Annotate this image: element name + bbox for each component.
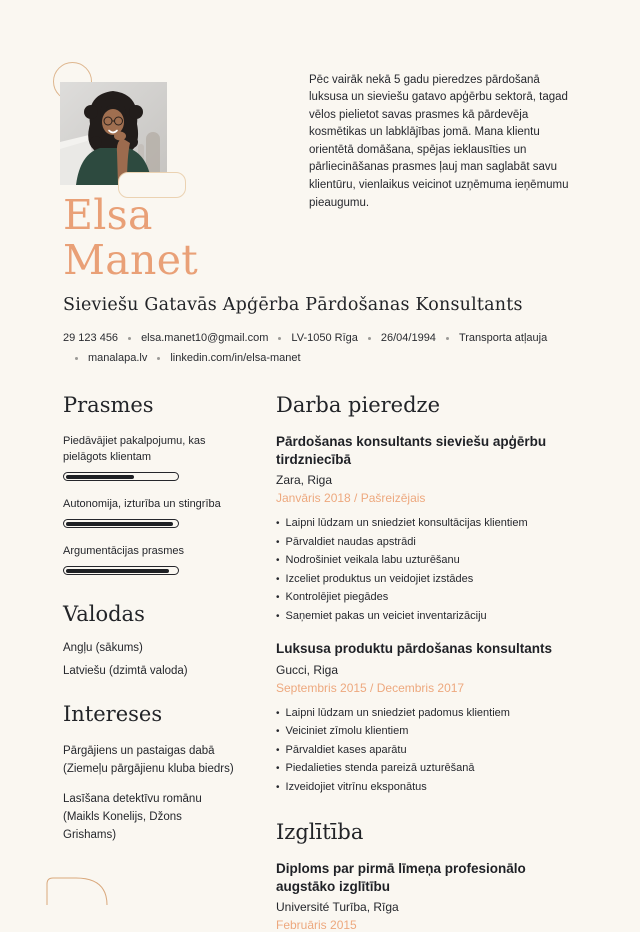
headline-job-title: Sieviešu Gatavās Apģērba Pārdošanas Konsultants — [63, 295, 523, 315]
decor-bottom-outline — [46, 877, 108, 905]
education-org: Université Turība, Rīga — [276, 900, 399, 914]
experience-heading: Darba pieredze — [276, 393, 441, 417]
skill-item — [63, 433, 240, 481]
job-bullet: • Pārvaldiet kases aparātu — [276, 742, 585, 760]
skill-label: Argumentācijas prasmes — [63, 545, 185, 557]
skill-bar — [63, 472, 179, 481]
job-bullet: • Nodrošiniet veikala labu uzturēšanu — [276, 552, 585, 570]
language-item: Angļu (sākums) — [63, 642, 143, 654]
right-column — [276, 393, 585, 932]
job-bullet: • Piedalieties stenda pareizā uzturēšanā — [276, 760, 585, 778]
job-entry-title: Luksusa produktu pārdošanas konsultants — [276, 641, 553, 656]
contact-license: Transporta atļauja — [458, 332, 548, 344]
contact-birthdate: 26/04/1994 — [380, 332, 436, 344]
interests-heading: Intereses — [63, 702, 163, 726]
left-column — [63, 393, 240, 932]
skill-bar-fill — [66, 522, 174, 526]
skill-bar-fill — [66, 475, 135, 479]
job-bullet: • Izveidojiet vitrīnu eksponātus — [276, 779, 585, 797]
skill-bar — [63, 519, 179, 528]
job-entry — [276, 433, 585, 625]
education-heading: Izglītība — [276, 820, 364, 844]
job-dates: Septembris 2015 / Decembris 2017 — [276, 680, 465, 695]
job-bullet-list — [276, 705, 585, 797]
contact-row-1 — [63, 332, 585, 344]
dot-separator-icon — [446, 337, 449, 340]
skill-label: Piedāvājiet pakalpojumu, kas pielāgots klientam — [63, 435, 206, 463]
interest-item: Pārgājiens un pastaigas dabā (Ziemeļu pārgājienu kluba biedrs) — [63, 745, 234, 775]
skills-heading: Prasmes — [63, 393, 154, 417]
job-bullet: • Izceliet produktus un veidojiet izstādes — [276, 571, 585, 589]
job-dates: Janvāris 2018 / Pašreizējais — [276, 491, 426, 505]
contact-location: LV-1050 Rīga — [291, 332, 358, 344]
job-org: Gucci, Riga — [276, 662, 339, 677]
contact-phone: 29 123 456 — [63, 332, 119, 344]
job-entry-title: Pārdošanas konsultants sieviešu apģērbu tirdzniecībā — [276, 434, 547, 467]
dot-separator-icon — [157, 357, 160, 360]
job-bullet: • Saņemiet pakas un veiciet inventarizāciju — [276, 608, 585, 626]
last-name: Manet — [63, 236, 199, 284]
skill-bar — [63, 566, 179, 575]
skill-item — [63, 496, 240, 528]
contact-email[interactable]: elsa.manet10@gmail.com — [141, 332, 269, 344]
job-bullet: • Kontrolējiet piegādes — [276, 589, 585, 607]
skill-bar-fill — [66, 569, 169, 573]
job-bullet: • Veiciniet zīmolu klientiem — [276, 723, 585, 741]
skill-item — [63, 543, 240, 575]
education-title: Diploms par pirmā līmeņa profesionālo augstāko izglītību — [276, 861, 526, 894]
profile-summary: Pēc vairāk nekā 5 gadu pieredzes pārdošanā luksusa un sieviešu gatavo apģērbu sektorā, tagad vēlos pielietot savas prasmes kā pārdevēja kosmētikas un labklājības jomā. Mana klientu orientētā domāšana, spējas ieklausīties un pārliecināšanas prasmes ļauj man saglabāt savu klientūru, vienlaikus veicinot uzņēmuma ieņēmumu pieaugumu. — [309, 73, 569, 209]
contact-row-2 — [63, 352, 585, 364]
two-column-layout — [63, 393, 585, 932]
job-entry — [276, 640, 585, 796]
dot-separator-icon — [128, 337, 131, 340]
contact-website[interactable]: manalapa.lv — [88, 352, 148, 364]
job-bullet-list — [276, 515, 585, 625]
education-entry — [276, 860, 585, 932]
language-item: Latviešu (dzimtā valoda) — [63, 665, 188, 677]
job-bullet: • Laipni lūdzam un sniedziet konsultācijas klientiem — [276, 515, 585, 533]
job-bullet: • Laipni lūdzam un sniedziet padomus klientiem — [276, 705, 585, 723]
dot-separator-icon — [368, 337, 371, 340]
education-dates: Februāris 2015 — [276, 918, 357, 932]
contact-bar — [63, 332, 585, 364]
skill-label: Autonomija, izturība un stingrība — [63, 498, 221, 510]
languages-heading: Valodas — [63, 602, 145, 626]
first-name: Elsa — [63, 191, 153, 239]
contact-linkedin[interactable]: linkedin.com/in/elsa-manet — [170, 352, 301, 364]
dot-separator-icon — [278, 337, 281, 340]
job-bullet: • Pārvaldiet naudas apstrādi — [276, 534, 585, 552]
job-org: Zara, Riga — [276, 473, 333, 487]
interest-item: Lasīšana detektīvu romānu (Maikls Konelijs, Džons Grishams) — [63, 793, 202, 841]
person-name — [63, 193, 585, 283]
dot-separator-icon — [75, 357, 78, 360]
